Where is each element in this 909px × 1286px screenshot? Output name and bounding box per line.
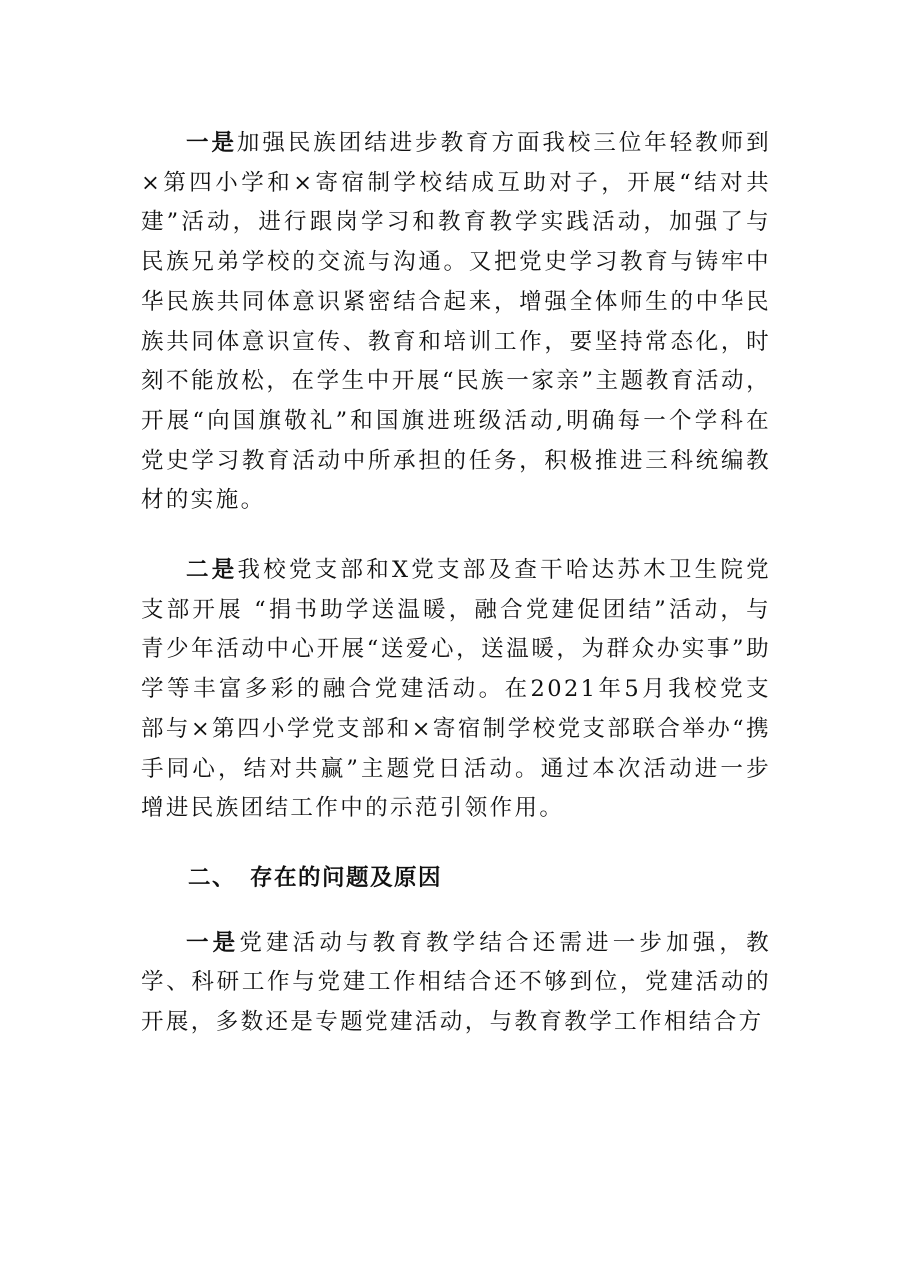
paragraph-3	[141, 924, 771, 1043]
paragraph-3-text: 党建活动与教育教学结合还需进一步加强，教学、科研工作与党建工作相结合还不够到位，党建活动的开展，多数还是专题党建活动，与教育教学工作相结合方	[141, 929, 771, 1036]
section-heading-number: 二、	[188, 864, 237, 891]
section-heading	[141, 859, 771, 899]
paragraph-1-lead: 一是	[186, 130, 237, 156]
paragraph-2-lead: 二是	[186, 557, 238, 584]
paragraph-3-lead: 一是	[186, 929, 240, 956]
paragraph-2-text: 我校党支部和X党支部及查干哈达苏木卫生院党支部开展 “捐书助学送温暖，融合党建促团结”活动，与青少年活动中心开展“送爱心，送温暖，为群众办实事”助学等丰富多彩的融合党建活动。在2021年5月我校党支部与×第四小学党支部和×寄宿制学校党支部联合举办“携手同心，结对共赢”主题党日活动。通过本次活动进一步增进民族团结工作中的示范引领作用。	[141, 557, 771, 822]
paragraph-1	[141, 124, 771, 521]
section-heading-title: 存在的问题及原因	[250, 864, 443, 891]
paragraph-2	[141, 551, 771, 829]
paragraph-1-text: 加强民族团结进步教育方面我校三位年轻教师到×第四小学和×寄宿制学校结成互助对子，开展“结对共建”活动，进行跟岗学习和教育教学实践活动，加强了与民族兄弟学校的交流与沟通。又把党史学习教育与铸牢中华民族共同体意识紧密结合起来，增强全体师生的中华民族共同体意识宣传、教育和培训工作，要坚持常态化，时刻不能放松，在学生中开展“民族一家亲”主题教育活动，开展“向国旗敬礼”和国旗进班级活动,明确每一个学科在党史学习教育活动中所承担的任务，积极推进三科统编教材的实施。	[141, 130, 771, 514]
document-body	[141, 124, 771, 1073]
